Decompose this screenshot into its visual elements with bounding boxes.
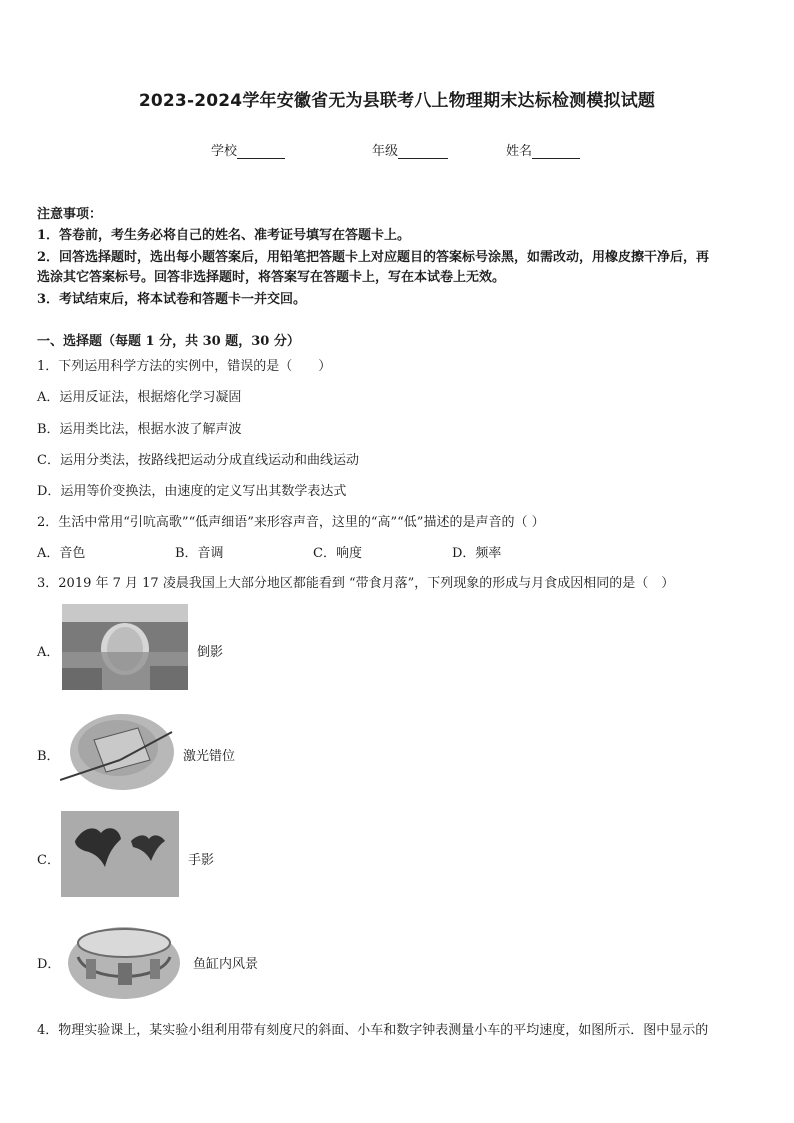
option-item: A．音色 <box>37 546 86 561</box>
fish-tank-photo <box>62 913 188 1003</box>
notice-heading: 注意事项： <box>37 207 103 222</box>
grade-field <box>372 140 448 159</box>
notice-item: 选涂其它答案标号。回答非选择题时，将答案写在答题卡上，写在本试卷上无效。 <box>37 270 506 285</box>
option-caption: 倒影 <box>197 645 224 660</box>
option-letter: B． <box>37 749 60 764</box>
option-letter: D． <box>37 957 61 972</box>
hand-shadow-photo <box>61 811 179 897</box>
option-letter: C． <box>37 853 60 868</box>
option-letter: A． <box>37 645 60 660</box>
option-caption: 激光错位 <box>183 749 236 764</box>
option-caption: 手影 <box>188 853 215 868</box>
question-stem: 1．下列运用科学方法的实例中，错误的是（ ） <box>37 359 332 374</box>
school-blank <box>237 144 285 159</box>
option-caption: 鱼缸内风景 <box>193 957 259 972</box>
option-item: B．音调 <box>175 546 224 561</box>
option-item: D．频率 <box>452 546 502 561</box>
page-title: 2023-2024学年安徽省无为县联考八上物理期末达标检测模拟试题 <box>138 91 656 111</box>
laser-refraction-photo <box>60 710 178 794</box>
option-item: C．响度 <box>313 546 362 561</box>
notice-item: 3．考试结束后，将本试卷和答题卡一并交回。 <box>37 292 307 307</box>
name-label: 姓名 <box>506 144 533 159</box>
section-heading: 一、选择题（每题 1 分，共 30 题，30 分） <box>37 334 300 349</box>
question-stem: 2．生活中常用“引吭高歌”“低声细语”来形容声音，这里的“高”“低”描述的是声音的（ ） <box>37 515 545 530</box>
notice-item: 2．回答选择题时，选出每小题答案后，用铅笔把答题卡上对应题目的答案标号涂黑，如需改动，用橡皮擦干净后，再 <box>37 250 710 265</box>
bridge-reflection-photo <box>62 604 188 690</box>
option-item: A．运用反证法，根据熔化学习凝固 <box>37 390 242 405</box>
question-stem: 3．2019 年 7 月 17 凌晨我国上大部分地区都能看到 “带食月落”，下列现象的形成与月食成因相同的是（ ） <box>37 576 675 591</box>
option-item: D．运用等价变换法，由速度的定义写出其数学表达式 <box>37 484 347 499</box>
school-label: 学校 <box>211 144 238 159</box>
name-blank <box>532 144 580 159</box>
school-field <box>211 140 285 159</box>
name-field <box>506 140 580 159</box>
grade-blank <box>398 144 448 159</box>
question-stem: 4．物理实验课上，某实验小组利用带有刻度尺的斜面、小车和数字钟表测量小车的平均速度，如图所示．图中显示的 <box>37 1023 709 1038</box>
option-item: B．运用类比法，根据水波了解声波 <box>37 422 242 437</box>
option-item: C．运用分类法，按路线把运动分成直线运动和曲线运动 <box>37 453 359 468</box>
notice-item: 1．答卷前，考生务必将自己的姓名、准考证号填写在答题卡上。 <box>37 228 411 243</box>
grade-label: 年级 <box>372 144 399 159</box>
